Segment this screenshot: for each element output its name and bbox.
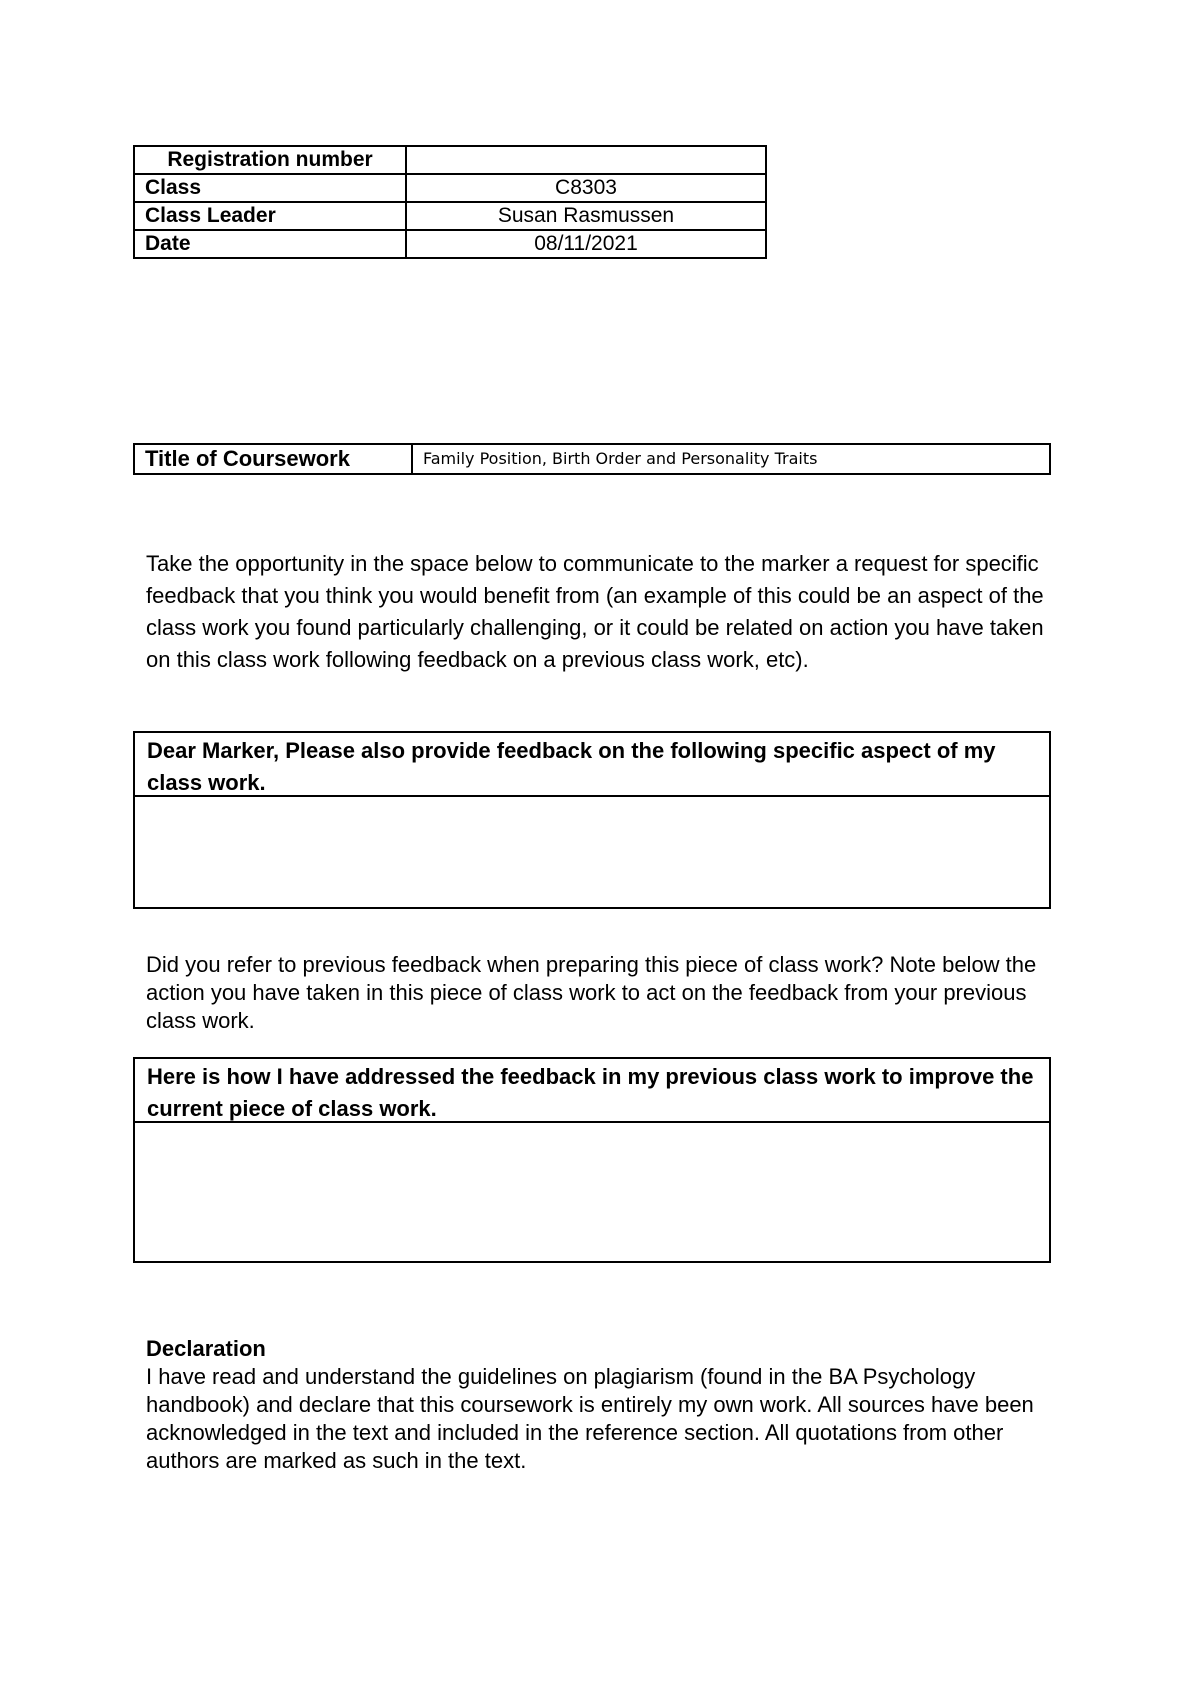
registration-info-table <box>133 145 767 259</box>
date-label: Date <box>134 230 406 258</box>
table-row <box>134 202 766 230</box>
class-leader-value: Susan Rasmussen <box>406 202 766 230</box>
class-leader-label: Class Leader <box>134 202 406 230</box>
previous-feedback-response-area <box>135 1123 1049 1261</box>
registration-number-value <box>406 146 766 174</box>
table-row <box>134 146 766 174</box>
specific-feedback-response-area <box>135 797 1049 907</box>
previous-feedback-box <box>133 1057 1051 1263</box>
specific-feedback-box <box>133 731 1051 909</box>
coursework-title-value: Family Position, Birth Order and Personality Traits <box>412 444 1050 474</box>
specific-feedback-heading: Dear Marker, Please also provide feedback on the following specific aspect of my class work. <box>135 733 1049 797</box>
date-value: 08/11/2021 <box>406 230 766 258</box>
declaration-title: Declaration <box>146 1336 266 1361</box>
table-row <box>134 444 1050 474</box>
class-label: Class <box>134 174 406 202</box>
coursework-title-label: Title of Coursework <box>134 444 412 474</box>
feedback-request-instructions: Take the opportunity in the space below to communicate to the marker a request for specific feedback that you think you would benefit from (an example of this could be an aspect of the class work you found particularly challenging, or it could be related on action you have taken on this class work following feedback on a previous class work, etc). <box>146 551 1044 672</box>
declaration-section <box>146 1335 1066 1475</box>
previous-feedback-heading: Here is how I have addressed the feedback in my previous class work to improve the current piece of class work. <box>135 1059 1049 1123</box>
registration-number-label: Registration number <box>134 146 406 174</box>
previous-feedback-instructions: Did you refer to previous feedback when preparing this piece of class work? Note below the action you have taken in this piece of class work to act on the feedback from your previous class work. <box>146 952 1037 1033</box>
declaration-text: I have read and understand the guidelines on plagiarism (found in the BA Psychology handbook) and declare that this coursework is entirely my own work. All sources have been acknowledged in the text and included in the reference section. All quotations from other authors are marked as such in the text. <box>146 1364 1034 1473</box>
table-row <box>134 174 766 202</box>
class-value: C8303 <box>406 174 766 202</box>
coursework-title-table <box>133 443 1051 475</box>
table-row <box>134 230 766 258</box>
